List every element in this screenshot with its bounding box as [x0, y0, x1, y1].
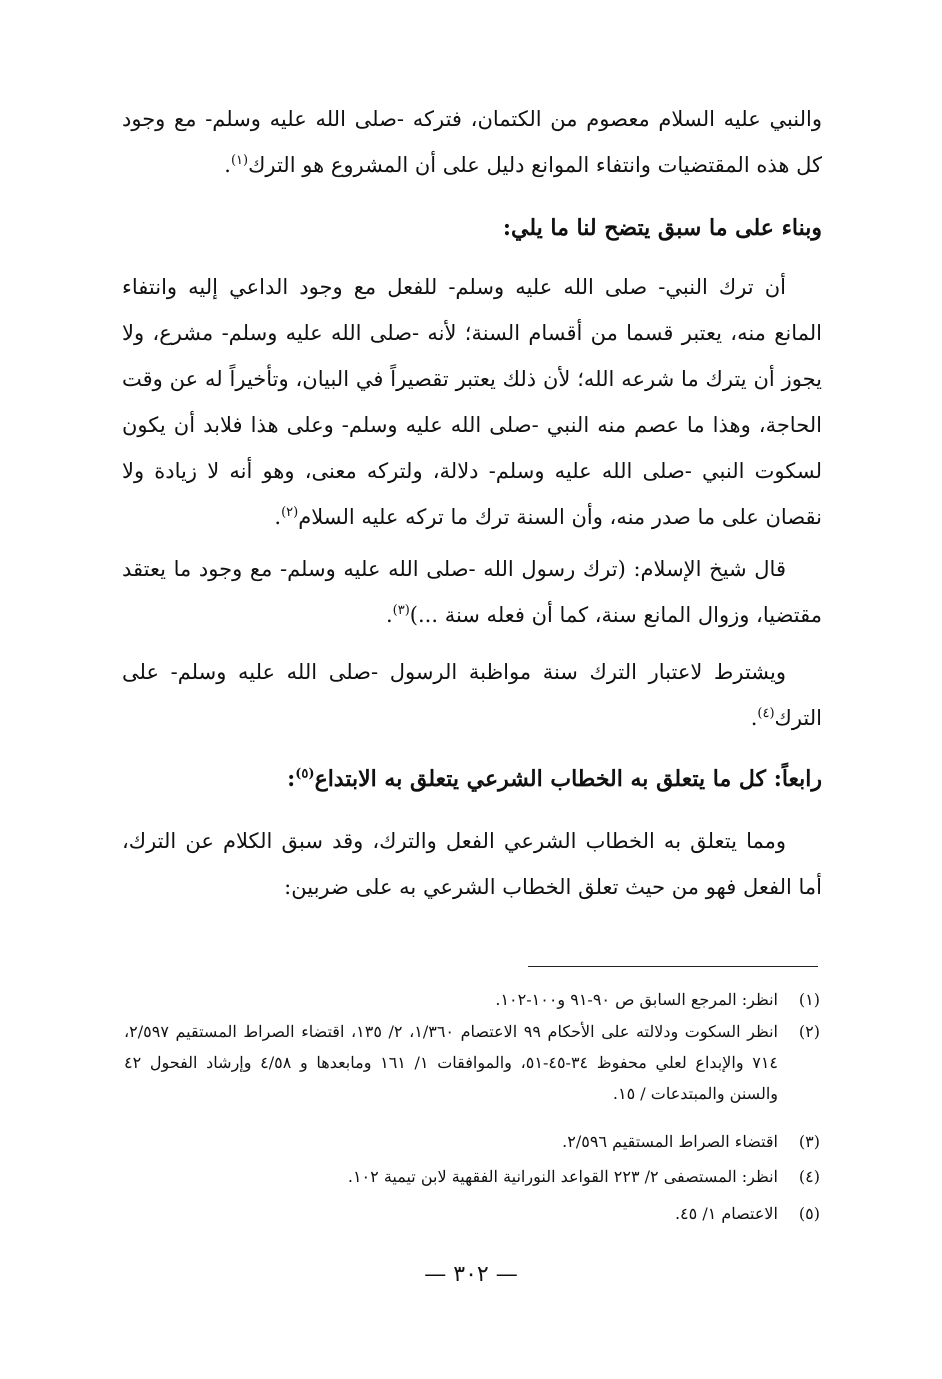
footnote-text: انظر السكوت ودلالته على الأحكام ٩٩ الاعتصام ١/٣٦٠، ٢/ ١٣٥، اقتضاء الصراط المستقيم ٢/٥٩٧، ٧١٤ والإبداع لعلي محفوظ ٣٤‑٤٥‑٥١، والموافقات ١/ ١٦١ ومابعدها و ٤/٥٨ وإرشاد الفحول ٤٢ والسنن والمبتدعات / ١٥.	[124, 1022, 779, 1103]
footnote-text: اقتضاء الصراط المستقيم ٢/٥٩٦.	[562, 1132, 778, 1151]
footnote-divider	[528, 966, 818, 967]
footnote-ref-3[interactable]: (٣)	[392, 603, 410, 618]
footnote-number: (٤)	[798, 1167, 820, 1186]
heading-fourth	[122, 756, 822, 802]
paragraph-1-text: والنبي عليه السلام معصوم من الكتمان، فتركه ‑صلى الله عليه وسلم‑ مع وجود كل هذه المقتضيات وانتفاء الموانع دليل على أن المشروع هو الترك	[122, 107, 822, 177]
paragraph-3-end: .	[385, 603, 393, 627]
footnote-number: (٣)	[798, 1132, 820, 1151]
footnote-5	[124, 1198, 820, 1229]
paragraph-4-end: .	[750, 706, 758, 730]
footnote-1	[124, 984, 820, 1015]
heading-fourth-text: رابعاً: كل ما يتعلق به الخطاب الشرعي يتعلق به الابتداع	[314, 766, 822, 792]
paragraph-2	[122, 264, 822, 540]
footnote-text: انظر: المستصفى ٢/ ٢٢٣ القواعد النورانية الفقهية لابن تيمية ١٠٢.	[347, 1167, 778, 1186]
heading-fourth-end: :	[287, 766, 296, 792]
paragraph-2-end: .	[274, 505, 282, 529]
footnote-text: انظر: المرجع السابق ص ٩٠‑٩١ و١٠٠‑١٠٢.	[495, 990, 778, 1009]
footnote-number: (٥)	[798, 1204, 820, 1223]
paragraph-2-text: أن ترك النبي‑ صلى الله عليه وسلم‑ للفعل مع وجود الداعي إليه وانتفاء المانع منه، يعتبر قسما من أقسام السنة؛ لأنه ‑صلى الله عليه وسلم‑ مشرع، ولا يجوز أن يترك ما شرعه الله؛ لأن ذلك يعتبر تقصيراً في البيان، وتأخيراً له عن وقت الحاجة، وهذا ما عصم منه النبي ‑صلى الله عليه وسلم‑ وعلى هذا فلابد أن يكون لسكوت النبي ‑صلى الله عليه وسلم‑ دلالة، ولتركه معنى، وهو أنه لا زيادة ولا نقصان على ما صدر منه، وأن السنة ترك ما تركه عليه السلام	[122, 275, 822, 529]
footnote-ref-5[interactable]: (٥)	[295, 766, 315, 782]
paragraph-1	[122, 96, 822, 188]
footnote-ref-4[interactable]: (٤)	[757, 706, 775, 721]
paragraph-4-text: ويشترط لاعتبار الترك سنة مواظبة الرسول ‑صلى الله عليه وسلم‑ على الترك	[122, 660, 822, 730]
paragraph-4	[122, 649, 822, 741]
footnote-number: (٢)	[798, 1022, 820, 1041]
page-number: — ٣٠٢ —	[424, 1262, 518, 1287]
footnote-number: (١)	[798, 990, 820, 1009]
footnote-3	[124, 1126, 820, 1157]
paragraph-3-text: قال شيخ الإسلام: (ترك رسول الله ‑صلى الله عليه وسلم‑ مع وجود ما يعتقد مقتضيا، وزوال المانع سنة، كما أن فعله سنة ...)	[122, 557, 822, 627]
heading-conclusions: وبناء على ما سبق يتضح لنا ما يلي:	[502, 215, 822, 241]
paragraph-5: ومما يتعلق به الخطاب الشرعي الفعل والترك، وقد سبق الكلام عن الترك، أما الفعل فهو من حيث تعلق الخطاب الشرعي به على ضربين:	[122, 829, 822, 899]
footnote-ref-2[interactable]: (٢)	[281, 505, 299, 520]
paragraph-3	[122, 546, 822, 638]
footnote-text: الاعتصام ١/ ٤٥.	[674, 1204, 778, 1223]
footnote-ref-1[interactable]: (١)	[230, 153, 249, 168]
footnote-4	[124, 1161, 820, 1192]
paragraph-1-end: .	[224, 153, 231, 177]
footnote-2	[124, 1016, 820, 1109]
